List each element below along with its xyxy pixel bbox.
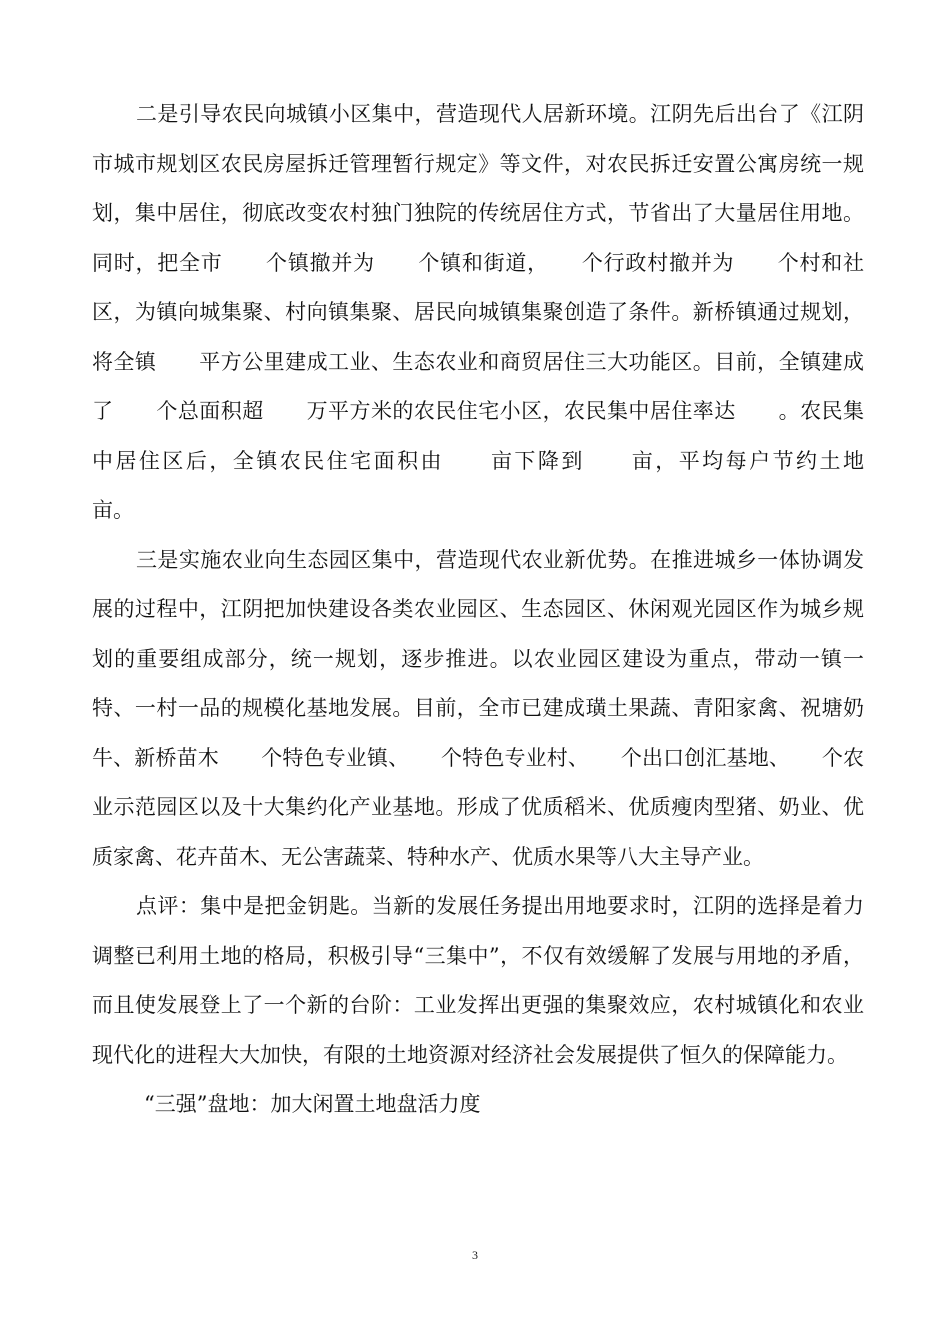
paragraph-rural-housing: 二是引导农民向城镇小区集中，营造现代人居新环境。江阴先后出台了《江阴市城市规划区农民房屋拆迁管理暂行规定》等文件，对农民拆迁安置公寓房统一规划，集中居住，彻底改变农村独门独院的传统居住方式，节省出了大量居住用地。同时，把全市 个镇撤并为 个镇和街道， 个行政村撤并为 个村和社区，为镇向城集聚、村向镇集聚、居民向城镇集聚创造了条件。新桥镇通过规划，将全镇 平方公里建成工业、生态农业和商贸居住三大功能区。目前，全镇建成了 个总面积超 万平方米的农民住宅小区，农民集中居住率达 。农民集中居住区后，全镇农民住宅面积由 亩下降到 亩，平均每户节约土地 亩。 [92,102,906,522]
paragraph-agri-parks: 三是实施农业向生态园区集中，营造现代农业新优势。在推进城乡一体协调发展的过程中，江阴把加快建设各类农业园区、生态园区、休闲观光园区作为城乡规划的重要组成部分，统一规划，逐步推进。以农业园区建设为重点，带动一镇一特、一村一品的规模化基地发展。目前，全市已建成璜土果蔬、青阳家禽、祝塘奶牛、新桥苗木 个特色专业镇、 个特色专业村、 个出口创汇基地、 个农业示范园区以及十大集约化产业基地。形成了优质稻米、优质瘦肉型猪、奶业、优质家禽、花卉苗木、无公害蔬菜、特种水产、优质水果等八大主导产业。 [92,547,864,869]
document-body [92,90,906,1130]
paragraph-commentary: 点评：集中是把金钥匙。当新的发展任务提出用地要求时，江阴的选择是着力调整已利用土地的格局，积极引导“三集中”，不仅有效缓解了发展与用地的矛盾，而且使发展登上了一个新的台阶：工业发挥出更强的集聚效应，农村城镇化和农业现代化的进程大大加快，有限的土地资源对经济社会发展提供了恒久的保障能力。 [92,894,864,1067]
page-number: 3 [472,1248,478,1262]
section-heading: “三强”盘地：加大闲置土地盘活力度 [144,1092,481,1116]
